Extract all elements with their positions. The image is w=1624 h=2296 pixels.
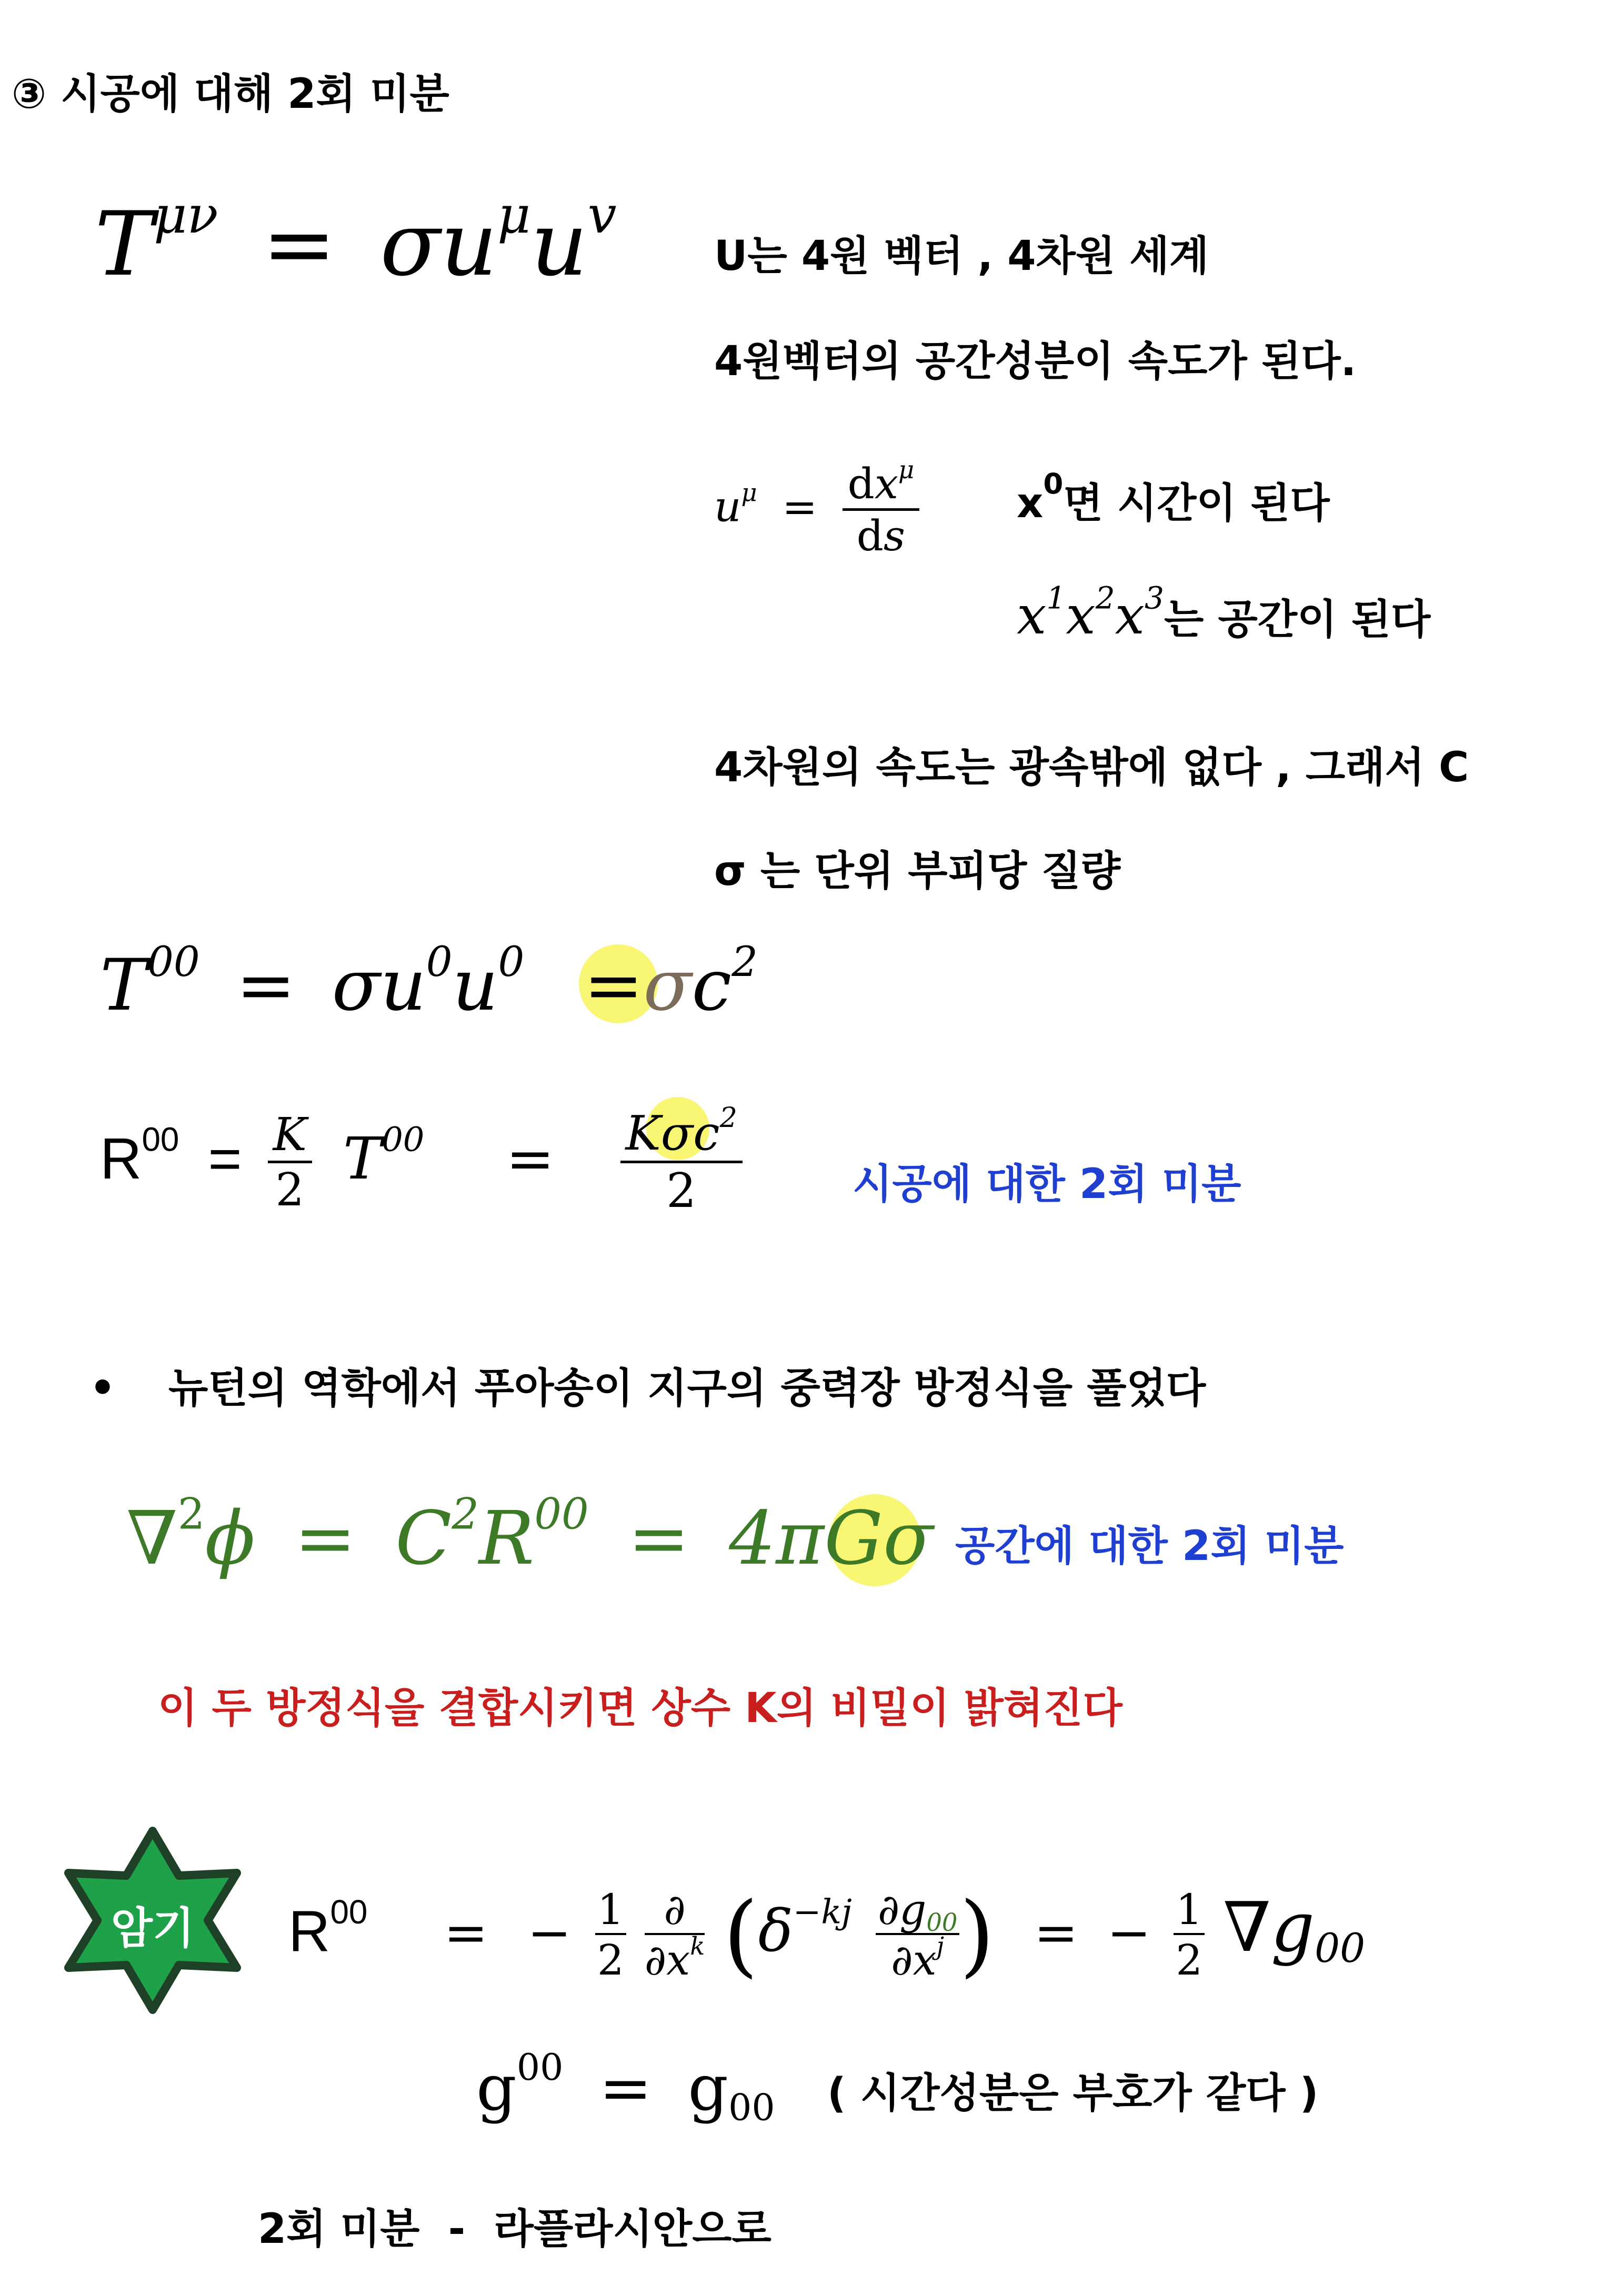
- eq1-T-sup: μν: [154, 185, 218, 245]
- x3-x: x: [1115, 585, 1145, 646]
- eq4-C: C: [395, 1496, 452, 1582]
- eq4-rhs: 4πGσ: [729, 1496, 934, 1582]
- eq5-equals-2: =: [1034, 1902, 1078, 1964]
- note-x123-space: [1017, 580, 1431, 646]
- eq3-frac-num: K: [268, 1112, 312, 1163]
- x0-x: x: [1017, 480, 1044, 527]
- metric-equality: [476, 2046, 775, 2129]
- memorize-star-badge: [42, 1826, 263, 2015]
- label-spacetime-derivative: 시공에 대한 2회 미분: [853, 1161, 1241, 1208]
- eq1-u2: u: [530, 193, 588, 296]
- eq3-fraction-k2: [268, 1109, 312, 1216]
- eq3-fraction-result: [620, 1102, 743, 1219]
- u-def-den-s: s: [883, 511, 905, 560]
- eq3-T-sup: 00: [382, 1120, 425, 1160]
- four-velocity-definition: [714, 455, 919, 560]
- eq4-nabla-sup: 2: [177, 1489, 205, 1539]
- eq5-f1-den: 2: [597, 1936, 624, 1985]
- eq5-nabla-g: ∇g: [1223, 1887, 1315, 1968]
- eq1-equals: =: [262, 193, 336, 296]
- bullet-point: •: [89, 1365, 116, 1412]
- eq1-T: T: [95, 193, 154, 296]
- x1-sup: 1: [1046, 580, 1066, 616]
- section-heading: [12, 71, 449, 118]
- eq2-u1: u: [380, 944, 426, 1026]
- energy-density-equation: [100, 938, 758, 1026]
- eq3-frac2-num: Kσc: [625, 1106, 720, 1161]
- eq3-equals-1: =: [208, 1126, 242, 1191]
- eq5-f3-den-sup: j: [936, 1931, 945, 1960]
- eq5-f1-num: 1: [595, 1889, 626, 1935]
- eq5-nabla-g-sub: 00: [1315, 1925, 1366, 1972]
- u-def-fraction: [843, 455, 920, 560]
- eq2-equals-2: =: [584, 944, 644, 1026]
- eq5-fraction-partial-g: [876, 1885, 960, 1985]
- eq3-equals-2: =: [506, 1124, 555, 1192]
- x1-x: x: [1017, 585, 1047, 646]
- note-four-vector: U는 4원 벡터 , 4차원 세계: [714, 233, 1209, 280]
- x2-sup: 2: [1095, 580, 1115, 616]
- eq5-f3-den: ∂x: [891, 1936, 937, 1985]
- stress-energy-equation: [95, 185, 617, 296]
- eq5-fraction-half: [595, 1885, 626, 1985]
- note-light-speed: 4차원의 속도는 광속밖에 없다 , 그래서 C: [714, 744, 1469, 791]
- eq1-u2-sup: v: [587, 185, 617, 245]
- u-def-equals: =: [782, 482, 818, 531]
- eq5-right-paren: ): [959, 1883, 995, 1987]
- eq5-f2-den: ∂x: [644, 1936, 690, 1985]
- eq5-minus-1: −: [527, 1902, 572, 1964]
- combine-statement: 이 두 방정식을 결합시키면 상수 K의 비밀이 밝혀진다: [158, 1685, 1122, 1732]
- note-sigma-definition: σ 는 단위 부피당 질량: [714, 848, 1121, 895]
- eq5-left-paren: (: [723, 1883, 758, 1987]
- eq6-g: g: [476, 2052, 517, 2125]
- eq4-phi: ϕ: [205, 1496, 255, 1582]
- x3-sup: 3: [1145, 580, 1164, 616]
- eq3-frac2-num-sup: 2: [719, 1102, 737, 1134]
- u-def-num-d: d: [847, 459, 875, 508]
- eq6-equals: =: [599, 2052, 653, 2125]
- eq2-equals-1: =: [236, 944, 296, 1026]
- u-def-lhs: u: [714, 482, 741, 531]
- bullet-text: 뉴턴의 역학에서 푸아송이 지구의 중력장 방정식을 풀었다: [168, 1365, 1206, 1412]
- eq2-T-sup: 00: [147, 938, 200, 986]
- eq5-fraction-half-2: [1174, 1885, 1205, 1985]
- eq5-f3-num-sub: 00: [926, 1908, 958, 1937]
- eq4-equals-2: =: [628, 1496, 690, 1582]
- eq5-f4-num: 1: [1174, 1889, 1205, 1935]
- x0-sup: 0: [1043, 467, 1064, 501]
- eq1-u1-sup: μ: [497, 185, 531, 245]
- eq4-R: R: [478, 1496, 535, 1582]
- eq1-sigma: σ: [380, 193, 440, 296]
- poisson-equation: [126, 1489, 934, 1582]
- label-space-derivative: 공간에 대한 2회 미분: [955, 1523, 1344, 1570]
- eq4-R-sup: 00: [534, 1489, 589, 1539]
- eq3-R-sup: 00: [142, 1120, 179, 1159]
- heading-text: 시공에 대해 2회 미분: [61, 71, 449, 118]
- note-time-component-sign: ( 시간성분은 부호가 같다 ): [827, 2070, 1319, 2117]
- star-label: 암기: [111, 1904, 195, 1953]
- eq2-sigma: σ: [332, 944, 380, 1026]
- eq2-u2-sup: 0: [498, 938, 525, 986]
- x123-text: 는 공간이 된다: [1164, 596, 1431, 643]
- eq5-equals-1: =: [444, 1902, 488, 1964]
- eq6-g2: g: [688, 2052, 729, 2125]
- eq2-sigma-2: σ: [643, 944, 692, 1026]
- eq2-c: c: [691, 944, 732, 1026]
- eq6-g2-sub: 00: [728, 2086, 775, 2129]
- u-def-den-d: d: [856, 511, 884, 560]
- eq4-C-sup: 2: [452, 1489, 479, 1539]
- eq6-g-sup: 00: [516, 2046, 564, 2089]
- eq2-u1-sup: 0: [426, 938, 453, 986]
- eq3-T: T: [343, 1124, 382, 1192]
- eq5-R-sup: 00: [330, 1892, 368, 1931]
- circled-number: ③: [12, 71, 47, 118]
- eq5-delta: δ: [758, 1897, 793, 1965]
- eq2-c-sup: 2: [731, 938, 758, 986]
- eq5-f4-den: 2: [1176, 1936, 1203, 1985]
- eq2-u2: u: [452, 944, 498, 1026]
- x0-text: 면 시간이 된다: [1063, 480, 1330, 527]
- eq2-T: T: [100, 944, 148, 1026]
- eq5-R: R: [288, 1899, 330, 1964]
- eq5-f2-num: ∂: [645, 1889, 705, 1935]
- eq3-R: R: [100, 1126, 142, 1191]
- eq5-delta-sup: −kj: [793, 1892, 852, 1932]
- ricci-equation: [100, 1102, 743, 1219]
- eq5-minus-2: −: [1107, 1902, 1151, 1964]
- eq5-fraction-partial-xk: [644, 1885, 705, 1985]
- eq3-frac-den: 2: [275, 1164, 305, 1216]
- eq1-u1: u: [440, 193, 498, 296]
- eq4-nabla: ∇: [126, 1496, 178, 1582]
- eq3-frac2-den: 2: [666, 1163, 697, 1219]
- u-def-num-sup: μ: [898, 455, 915, 484]
- note-spatial-component: 4원벡터의 공간성분이 속도가 된다.: [714, 338, 1357, 385]
- ricci-gradient-equation: [288, 1883, 1366, 1987]
- u-def-num-x: x: [874, 459, 898, 508]
- eq5-f3-num: ∂g: [877, 1885, 927, 1934]
- x2-x: x: [1066, 585, 1096, 646]
- eq4-equals-1: =: [294, 1496, 356, 1582]
- u-def-lhs-sup: μ: [741, 478, 757, 507]
- eq5-f2-den-sup: k: [690, 1931, 705, 1960]
- footer-laplacian: 2회 미분 - 라플라시안으로: [258, 2206, 771, 2253]
- note-x0-time: [1017, 467, 1330, 527]
